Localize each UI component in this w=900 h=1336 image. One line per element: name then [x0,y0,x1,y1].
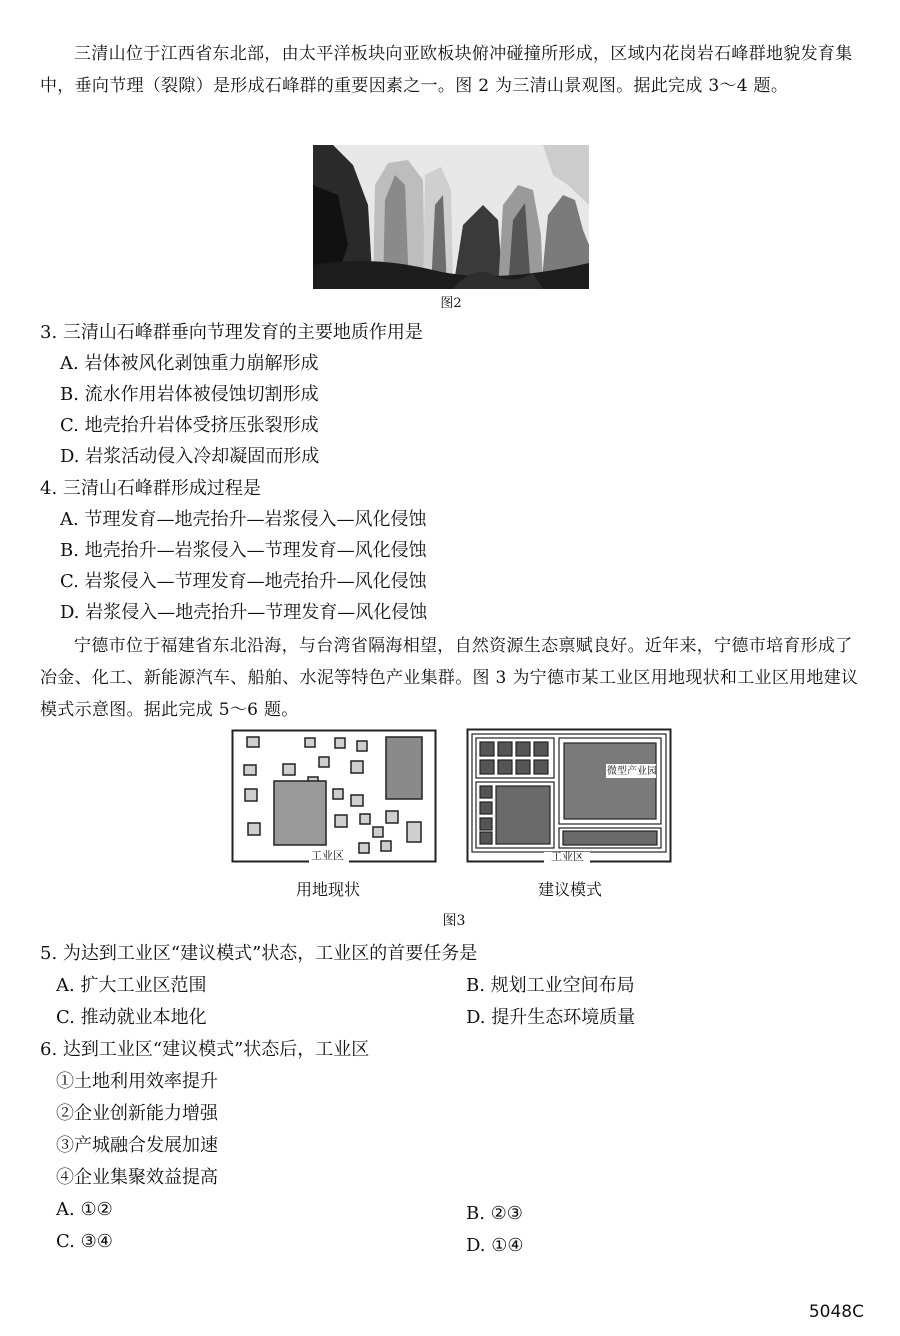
question-6-item-4: ④企业集聚效益提高 [56,1167,218,1188]
question-6-option-b[interactable]: B. ②③ [466,1203,523,1224]
question-6-option-c[interactable]: C. ③④ [56,1231,113,1252]
figure-3-suggested-model-diagram [466,728,672,864]
question-6-stem: 6. 达到工业区“建议模式”状态后，工业区 [40,1039,370,1060]
question-3-option-a[interactable]: A. 岩体被风化剥蚀重力崩解形成 [60,353,319,374]
page-code: 5048C [808,1302,864,1322]
passage-ningde: 宁德市位于福建省东北沿海，与台湾省隔海相望，自然资源生态禀赋良好。近年来，宁德市培育形成了冶金、化工、新能源汽车、船舶、水泥等特色产业集群。图 3 为宁德市某工业区用地现状和工业区用地建议模式示意图。据此完成 5～6 题。 [40,636,859,720]
figure-3-land-use-current-diagram [231,729,437,864]
question-4-option-c[interactable]: C. 岩浆侵入—节理发育—地壳抬升—风化侵蚀 [60,571,427,592]
question-4-option-d[interactable]: D. 岩浆侵入—地壳抬升—节理发育—风化侵蚀 [60,602,428,623]
question-3-option-b[interactable]: B. 流水作用岩体被侵蚀切割形成 [60,384,319,405]
question-5-option-a[interactable]: A. 扩大工业区范围 [56,975,207,996]
passage-sanqingshan: 三清山位于江西省东北部，由太平洋板块向亚欧板块俯冲碰撞所形成，区域内花岗岩石峰群地貌发育集中，垂向节理（裂隙）是形成石峰群的重要因素之一。图 2 为三清山景观图。据此完成 3～4 题。 [40,44,853,96]
question-6-option-d[interactable]: D. ①④ [466,1235,524,1256]
figure-3-left-area-label: 工业区 [311,849,344,862]
question-6-item-2: ②企业创新能力增强 [56,1103,218,1124]
figure-3-right-sublabel: 建议模式 [538,880,603,899]
question-6-item-1: ①土地利用效率提升 [56,1071,218,1092]
question-5-stem: 5. 为达到工业区“建议模式”状态，工业区的首要任务是 [40,943,478,964]
question-5-option-c[interactable]: C. 推动就业本地化 [56,1007,207,1028]
question-3-option-c[interactable]: C. 地壳抬升岩体受挤压张裂形成 [60,415,319,436]
question-6-option-a[interactable]: A. ①② [56,1199,113,1220]
figure-3-left-sublabel: 用地现状 [296,880,361,899]
figure-3-micro-industrial-park-label: 微型产业园 [607,766,657,777]
question-5-option-d[interactable]: D. 提升生态环境质量 [466,1007,636,1028]
figure-3-right-area-label: 工业区 [551,850,584,863]
figure-2-landscape-photo [313,145,589,289]
question-4-option-a[interactable]: A. 节理发育—地壳抬升—岩浆侵入—风化侵蚀 [60,509,427,530]
question-4-option-b[interactable]: B. 地壳抬升—岩浆侵入—节理发育—风化侵蚀 [60,540,427,561]
question-4-stem: 4. 三清山石峰群形成过程是 [40,478,261,499]
question-6-item-3: ③产城融合发展加速 [56,1135,218,1156]
question-3-stem: 3. 三清山石峰群垂向节理发育的主要地质作用是 [40,322,423,343]
question-3-option-d[interactable]: D. 岩浆活动侵入冷却凝固而形成 [60,446,320,467]
figure-3-caption: 图3 [442,913,466,929]
figure-2-caption: 图2 [440,296,462,311]
question-5-option-b[interactable]: B. 规划工业空间布局 [466,975,635,996]
